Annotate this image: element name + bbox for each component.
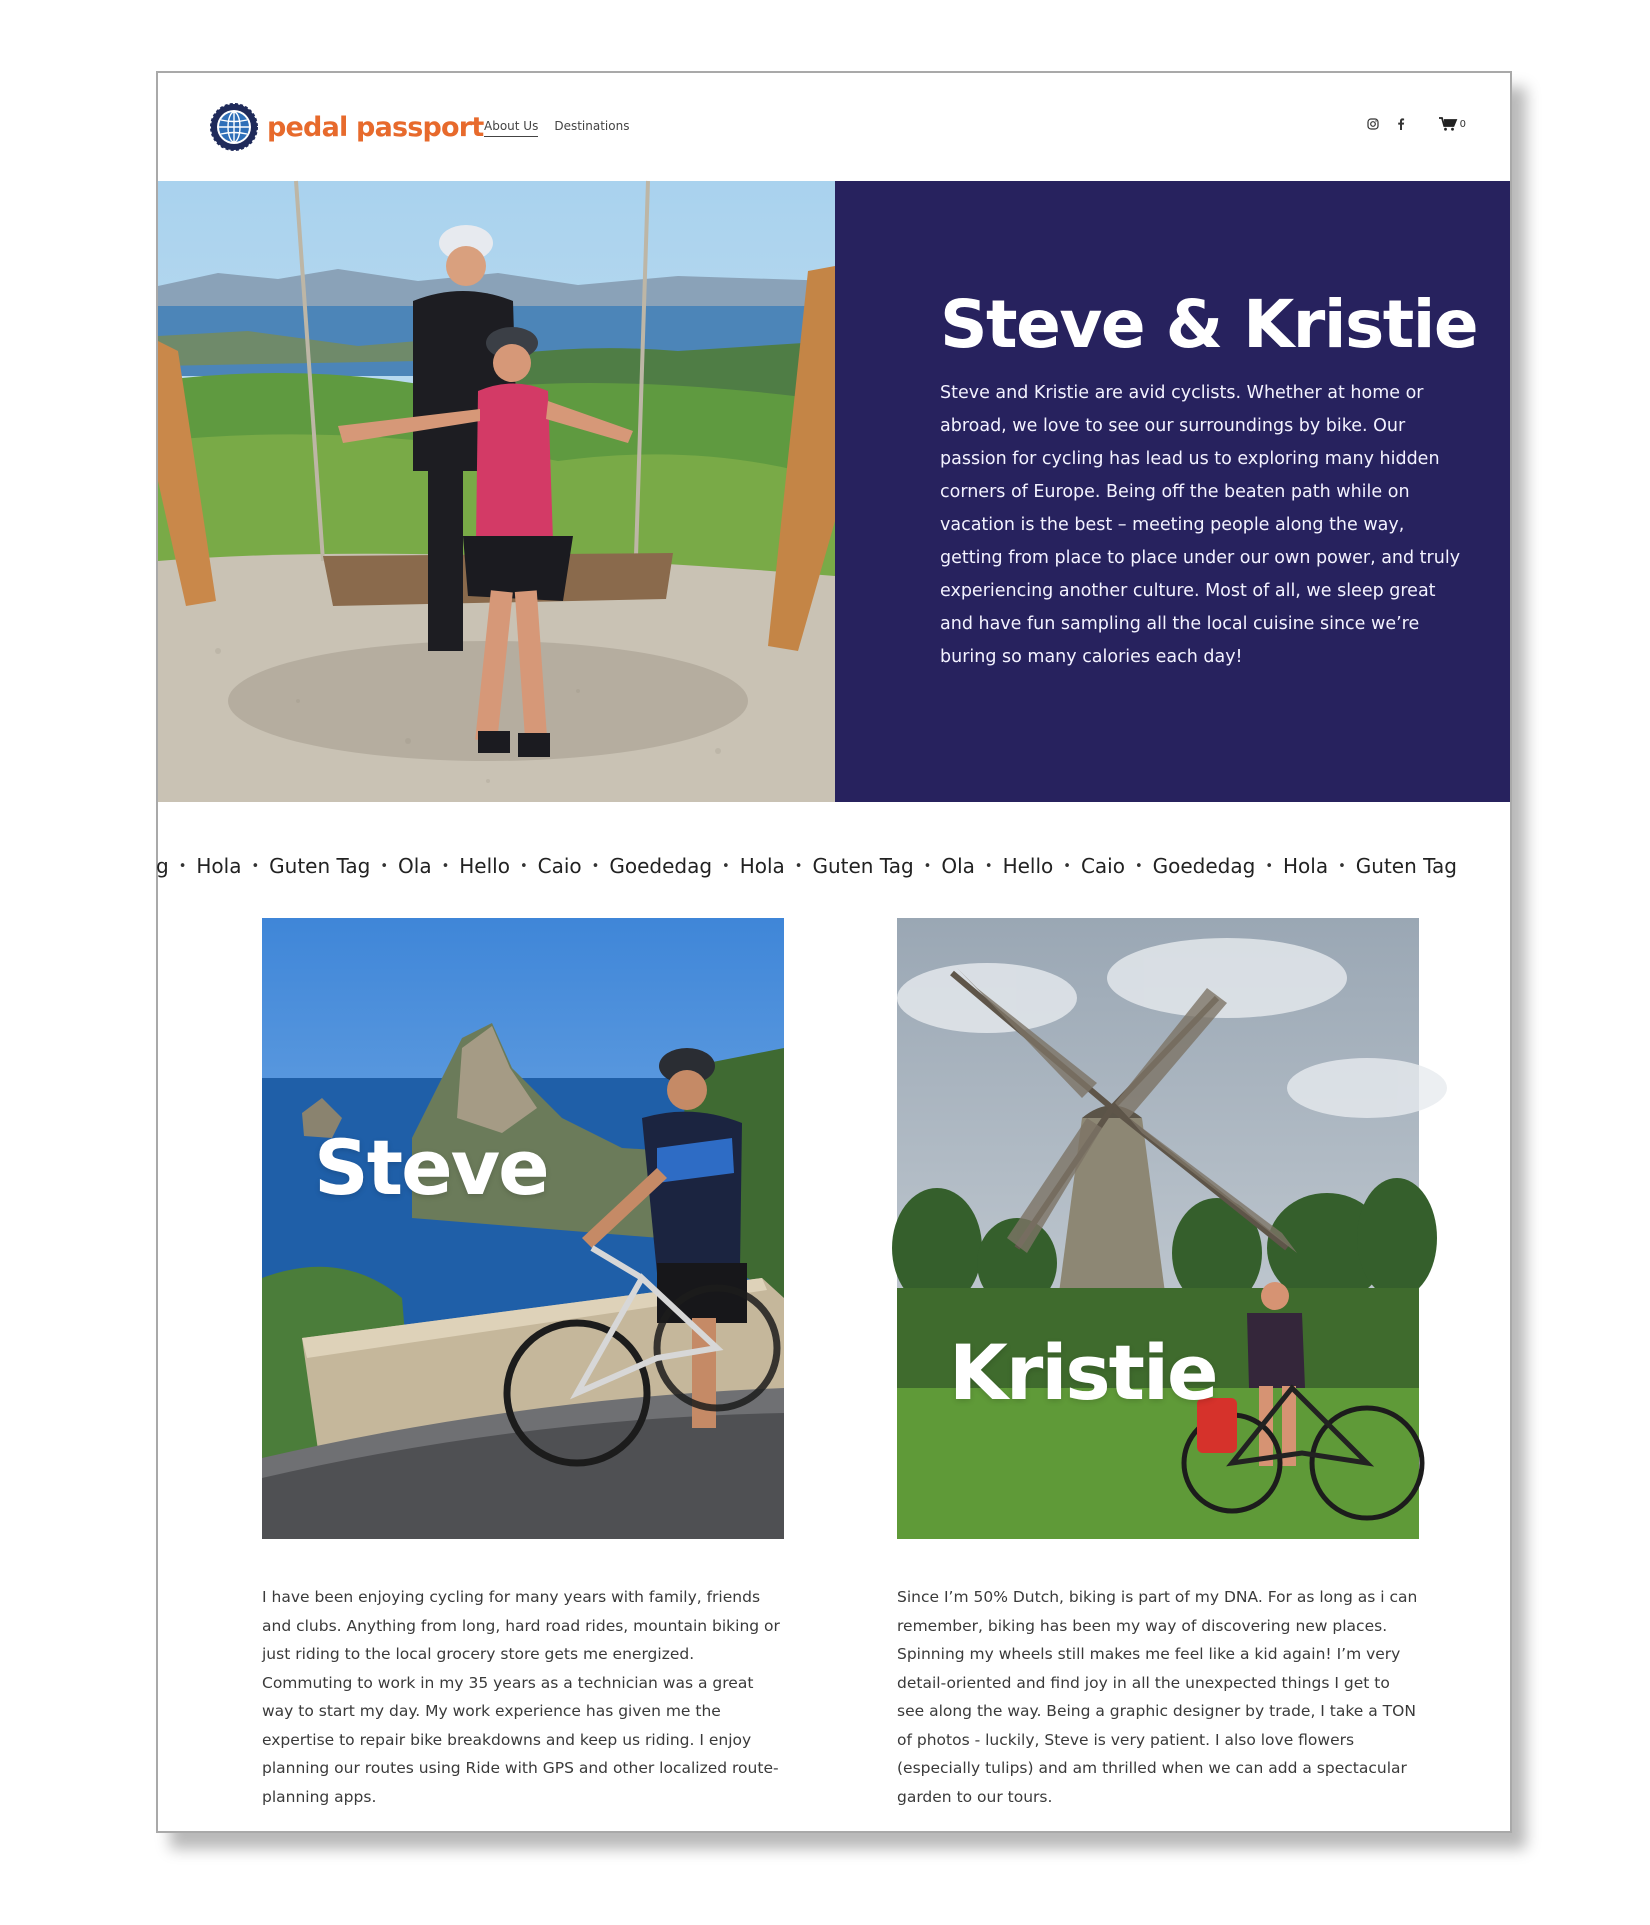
hero-description: Steve and Kristie are avid cyclists. Whether at home or abroad, we love to see our surroundings by bike. Our passion for cycling has lead us to exploring many hidden corners of Europe. Being off the beaten path while on vacation is the best – meeting people along the way, getting from place to place under our own power, and truly experiencing another culture. Most of all, we sleep great and have fun sampling all the local cuisine since we’re buring so many calories each day! — [940, 383, 1461, 667]
ticker-greeting: Hola — [1283, 854, 1329, 878]
nav-about-us[interactable]: About Us — [484, 119, 538, 137]
kristie-photo — [897, 918, 1419, 1539]
ticker-greeting: Goededag — [1152, 854, 1256, 878]
cart-count: 0 — [1459, 118, 1466, 130]
page-frame — [156, 71, 1512, 1833]
kristie-bio: Since I’m 50% Dutch, biking is part of my DNA. For as long as i can remember, biking has been my way of discovering new places. Spinning my wheels still makes me feel like a kid again! I’m very detail-oriented and find joy in all the unexpected things I get to see along the way. Being a graphic designer by trade, I take a TON of photos - luckily, Steve is very patient. I also love flowers (especially tulips) and am thrilled when we can add a spectacular garden to our tours. — [897, 1588, 1418, 1806]
facebook-icon[interactable] — [1397, 118, 1405, 130]
steve-bio: I have been enjoying cycling for many years with family, friends and clubs. Anything from long, hard road rides, mountain biking or just riding to the local grocery store gets me energized. Commuting to work in my 35 years as a technician was a great way to start my day. My work experience has given me the expertise to repair bike breakdowns and keep us riding. I enjoy planning our routes using Ride with GPS and other localized route-planning apps. — [262, 1588, 780, 1806]
cart-icon — [1439, 117, 1457, 131]
globe-logo-icon — [210, 103, 258, 151]
brand-logo[interactable] — [210, 103, 483, 151]
hero-title: Steve & Kristie — [940, 286, 1478, 363]
ticker-separator: • — [251, 858, 260, 874]
steve-photo — [262, 918, 784, 1539]
ticker-separator: • — [1338, 858, 1346, 874]
ticker-separator: • — [722, 858, 730, 874]
ticker-separator: • — [441, 858, 450, 874]
steve-name: Steve — [314, 1123, 548, 1212]
brand-name: pedal passport — [267, 111, 484, 143]
ticker-greeting: Ola — [398, 854, 432, 878]
header-actions — [1367, 117, 1466, 131]
hero-photo-couple-on-swing — [158, 181, 835, 802]
ticker-greeting: Ola — [941, 854, 975, 878]
ticker-greeting: Hello — [1002, 854, 1054, 878]
ticker-greeting: Guten Tag — [1355, 854, 1457, 878]
ticker-separator: • — [519, 858, 528, 874]
ticker-separator: • — [1134, 858, 1143, 874]
ticker-greeting: Hello — [459, 854, 510, 878]
main-nav — [484, 119, 629, 137]
ticker-separator: • — [984, 858, 993, 874]
ticker-greeting: Guten Tag — [269, 854, 371, 878]
hero-section — [158, 181, 1510, 802]
ticker-separator: • — [923, 858, 932, 874]
ticker-separator: • — [591, 858, 600, 874]
cart-button[interactable] — [1439, 117, 1466, 131]
greetings-ticker — [158, 846, 1510, 886]
ticker-greeting: g — [156, 854, 169, 878]
nav-destinations[interactable]: Destinations — [554, 119, 630, 133]
instagram-icon[interactable] — [1367, 118, 1379, 130]
ticker-greeting: Hola — [739, 854, 785, 878]
hero-panel — [835, 181, 1510, 802]
ticker-greeting: Goededag — [609, 854, 713, 878]
ticker-separator: • — [794, 858, 803, 874]
ticker-greeting: Caio — [537, 854, 582, 878]
ticker-separator: • — [1063, 858, 1071, 874]
greetings-ticker-track — [146, 854, 1467, 878]
ticker-separator: • — [178, 858, 187, 874]
ticker-separator: • — [380, 858, 389, 874]
ticker-greeting: Hola — [196, 854, 242, 878]
kristie-name: Kristie — [949, 1328, 1217, 1417]
ticker-greeting: Caio — [1080, 854, 1125, 878]
ticker-greeting: Guten Tag — [812, 854, 914, 878]
ticker-separator: • — [1265, 858, 1273, 874]
